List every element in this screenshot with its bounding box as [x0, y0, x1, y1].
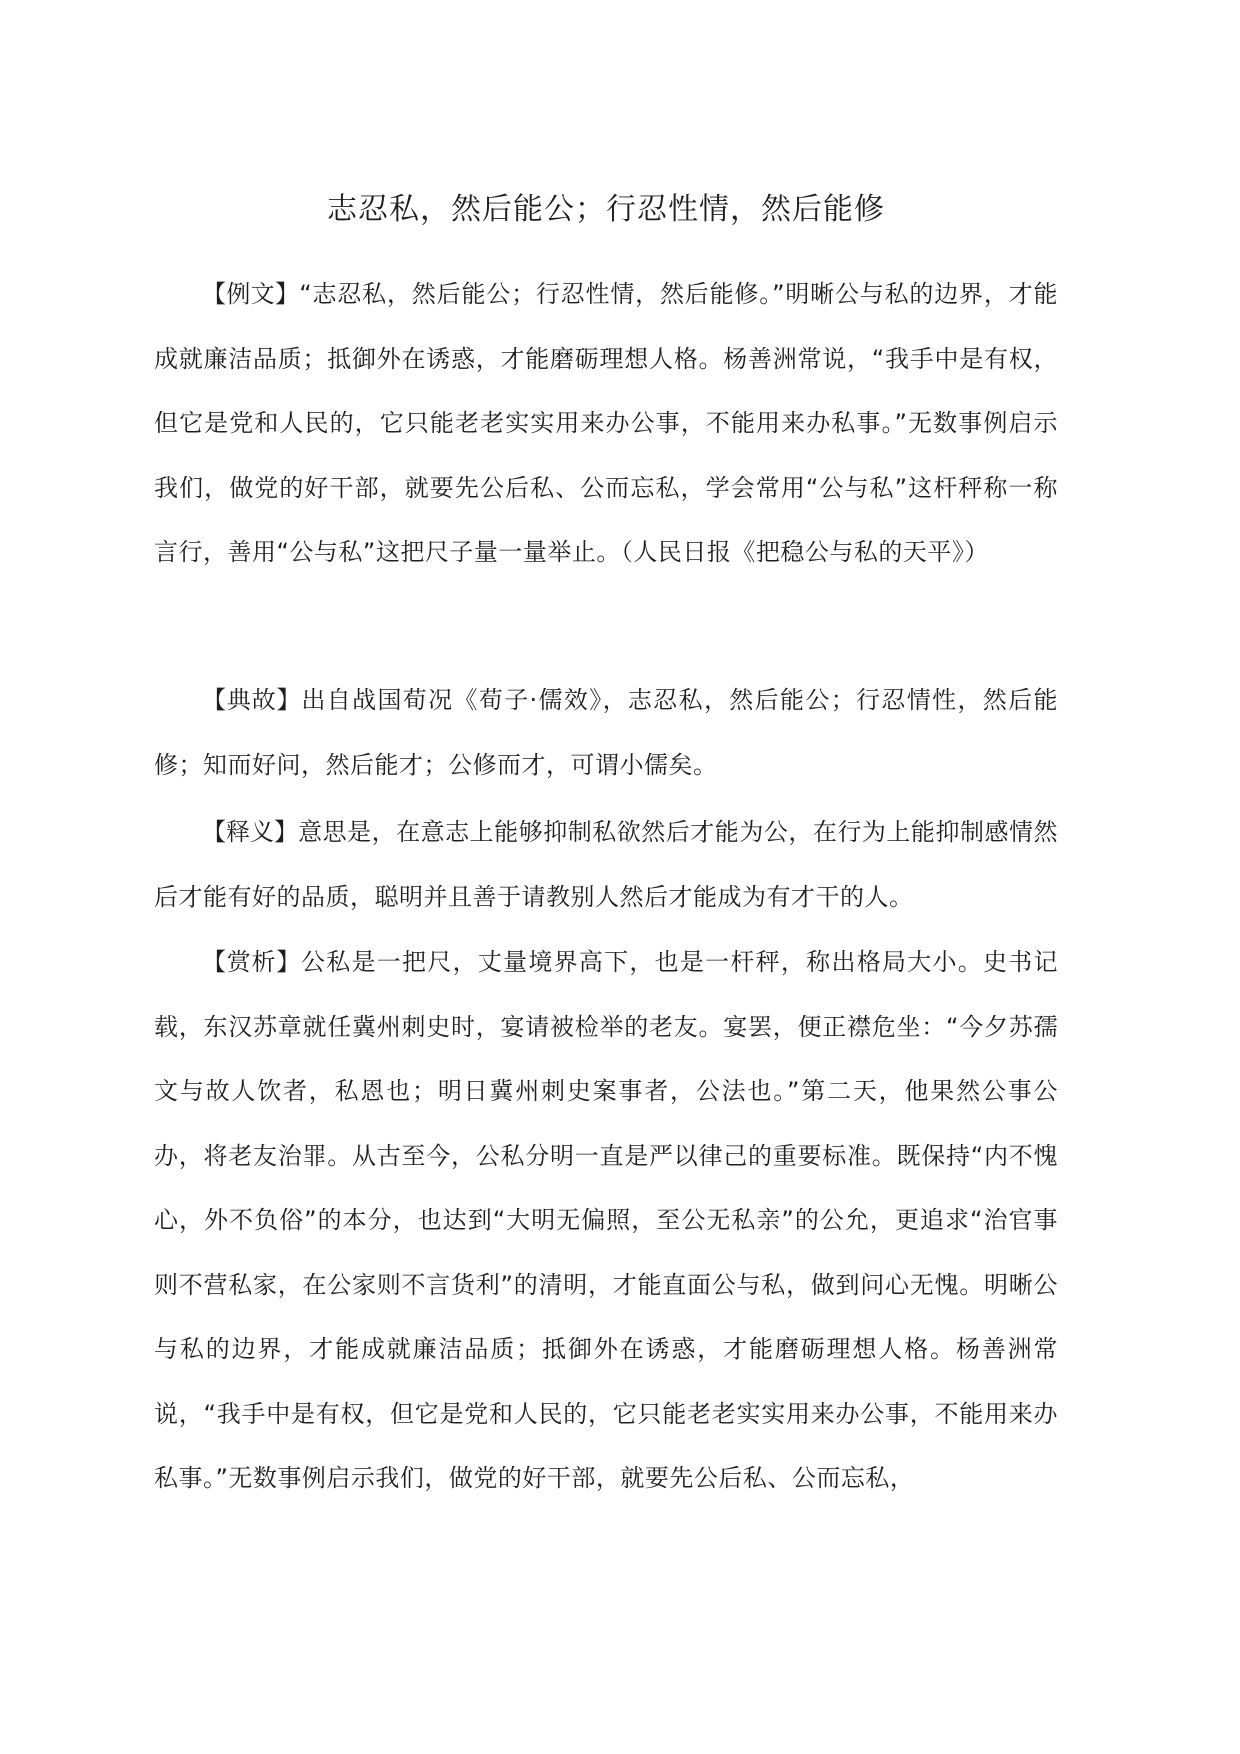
section-label-example: 【例文】: [202, 280, 300, 308]
section-text-meaning: 意思是，在意志上能够抑制私欲然后才能为公，在行为上能抑制感情然后才能有好的品质，聪明并且善于请教别人然后才能成为有才干的人。: [154, 818, 1059, 911]
section-text-example: “志忍私，然后能公；行忍性情，然后能修。”明晰公与私的边界，才能成就廉洁品质；抵御外在诱惑，才能磨砺理想人格。杨善洲常说，“我手中是有权，但它是党和人民的，它只能老老实实用来办公事，不能用来办私事。”无数事例启示我们，做党的好干部，就要先公后私、公而忘私，学会常用“公与私”这杆秤称一称言行，善用“公与私”这把尺子量一量举止。（人民日报《把稳公与私的天平》）: [154, 280, 1058, 566]
paragraph-allusion: [154, 668, 1058, 797]
paragraph-example: [154, 262, 1058, 585]
section-text-allusion: 出自战国荀况《荀子·儒效》，志忍私，然后能公；行忍情性，然后能修；知而好问，然后能才；公修而才，可谓小儒矣。: [154, 686, 1058, 779]
page-title: 志忍私，然后能公；行忍性情，然后能修: [327, 192, 885, 227]
paragraph-analysis: [154, 930, 1058, 1511]
section-label-analysis: 【赏析】: [202, 948, 302, 976]
section-text-analysis: 公私是一把尺，丈量境界高下，也是一杆秤，称出格局大小。史书记载，东汉苏章就任冀州刺史时，宴请被检举的老友。宴罢，便正襟危坐：“今夕苏孺文与故人饮者，私恩也；明日冀州刺史案事者，公法也。”第二天，他果然公事公办，将老友治罪。从古至今，公私分明一直是严以律己的重要标准。既保持“内不愧心，外不负俗”的本分，也达到“大明无偏照，至公无私亲”的公允，更追求“治官事则不营私家，在公家则不言货利”的清明，才能直面公与私，做到问心无愧。明晰公与私的边界，才能成就廉洁品质；抵御外在诱惑，才能磨砺理想人格。杨善洲常说，“我手中是有权，但它是党和人民的，它只能老老实实用来办公事，不能用来办私事。”无数事例启示我们，做党的好干部，就要先公后私、公而忘私，: [154, 948, 1058, 1492]
section-label-allusion: 【典故】: [202, 686, 302, 714]
paragraph-meaning: [154, 800, 1058, 929]
section-label-meaning: 【释义】: [202, 818, 299, 846]
